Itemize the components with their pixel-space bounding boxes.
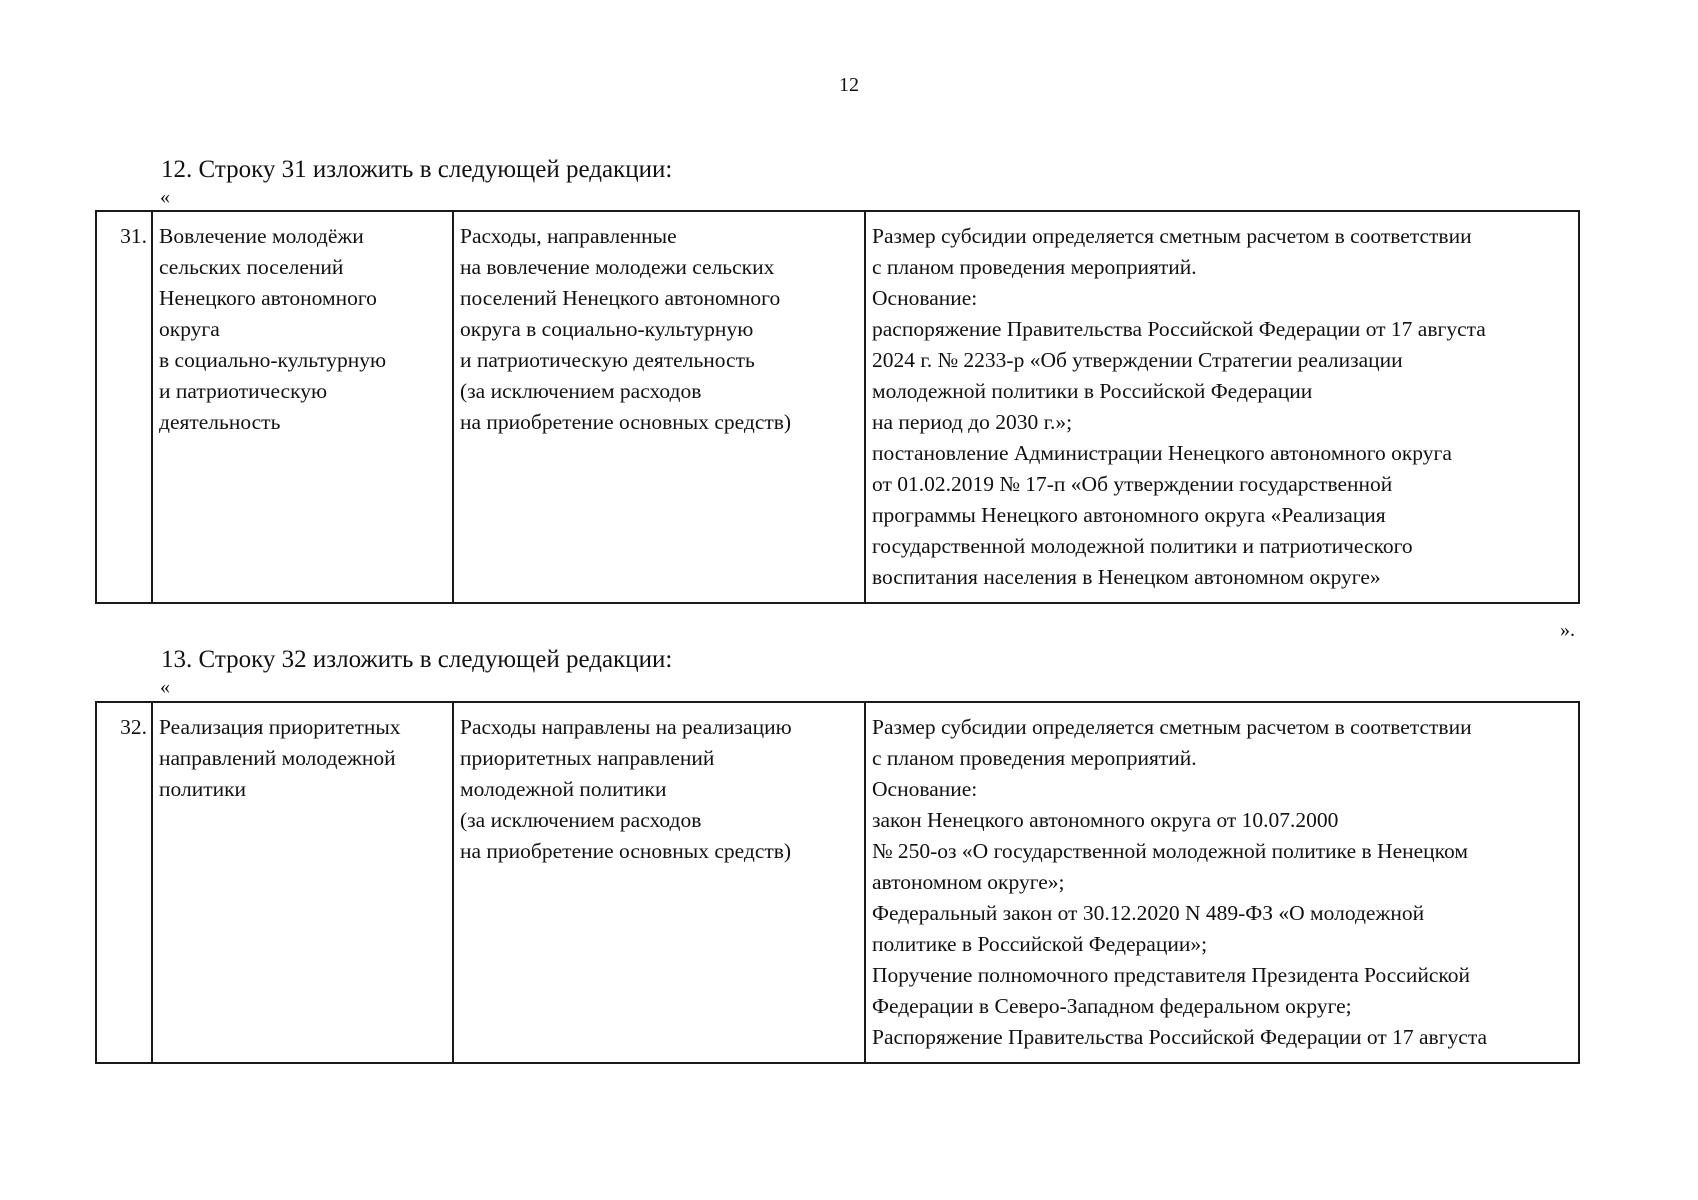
basis-line: Федерации в Северо-Западном федеральном округе; bbox=[872, 994, 1352, 1018]
basis-cell bbox=[865, 702, 1579, 1063]
basis-line: с планом проведения мероприятий. bbox=[872, 255, 1197, 279]
item-name-line: Реализация приоритетных bbox=[159, 715, 401, 739]
close-quote-12: ». bbox=[1560, 619, 1575, 641]
section-heading-12: 12. Строку 31 изложить в следующей редакции: bbox=[161, 156, 673, 183]
basis-line: Основание: bbox=[872, 286, 978, 310]
item-name-line: Ненецкого автономного bbox=[159, 286, 377, 310]
basis-line: Размер субсидии определяется сметным расчетом в соответствии bbox=[872, 224, 1472, 248]
item-name-line: деятельность bbox=[159, 410, 281, 434]
basis-line: программы Ненецкого автономного округа «Реализация bbox=[872, 503, 1386, 527]
row-number: 32. bbox=[96, 702, 152, 1063]
expenses-line: Расходы направлены на реализацию bbox=[460, 715, 792, 739]
expenses-line: на приобретение основных средств) bbox=[460, 410, 792, 434]
basis-line: Распоряжение Правительства Российской Федерации от 17 августа bbox=[872, 1025, 1488, 1049]
basis-line: от 01.02.2019 № 17-п «Об утверждении государственной bbox=[872, 472, 1393, 496]
expenses-line: Расходы, направленные bbox=[460, 224, 677, 248]
expenses-line: на приобретение основных средств) bbox=[460, 839, 792, 863]
basis-line: № 250-оз «О государственной молодежной политике в Ненецком bbox=[872, 839, 1468, 863]
section-heading-13: 13. Строку 32 изложить в следующей редакции: bbox=[161, 646, 673, 673]
table-row bbox=[96, 702, 1579, 1063]
expenses-line: приоритетных направлений bbox=[460, 746, 715, 770]
item-name-line: в социально-культурную bbox=[159, 348, 387, 372]
basis-line: молодежной политики в Российской Федерации bbox=[872, 379, 1313, 403]
open-quote-13: « bbox=[160, 676, 170, 698]
item-name-line: политики bbox=[159, 777, 247, 801]
basis-line: на период до 2030 г.»; bbox=[872, 410, 1073, 434]
expenses-line: молодежной политики bbox=[460, 777, 667, 801]
basis-line: Основание: bbox=[872, 777, 978, 801]
page-number: 12 bbox=[839, 74, 859, 96]
basis-line: воспитания населения в Ненецком автономном округе» bbox=[872, 565, 1381, 589]
item-name-line: направлений молодежной bbox=[159, 746, 396, 770]
item-name-line: округа bbox=[159, 317, 220, 341]
expenses-cell bbox=[453, 702, 865, 1063]
item-name-line: Вовлечение молодёжи bbox=[159, 224, 364, 248]
basis-line: Федеральный закон от 30.12.2020 N 489-ФЗ «О молодежной bbox=[872, 901, 1425, 925]
table-row bbox=[96, 211, 1579, 603]
item-name-cell bbox=[152, 702, 453, 1063]
item-name-line: сельских поселений bbox=[159, 255, 344, 279]
amendment-table-row-32 bbox=[95, 701, 1580, 1064]
basis-line: Размер субсидии определяется сметным расчетом в соответствии bbox=[872, 715, 1472, 739]
basis-cell bbox=[865, 211, 1579, 603]
expenses-line: (за исключением расходов bbox=[460, 808, 702, 832]
expenses-line: поселений Ненецкого автономного bbox=[460, 286, 781, 310]
basis-line: Поручение полномочного представителя Президента Российской bbox=[872, 963, 1470, 987]
basis-line: государственной молодежной политики и патриотического bbox=[872, 534, 1413, 558]
expenses-line: и патриотическую деятельность bbox=[460, 348, 755, 372]
item-name-line: и патриотическую bbox=[159, 379, 328, 403]
basis-line: с планом проведения мероприятий. bbox=[872, 746, 1197, 770]
basis-line: автономном округе»; bbox=[872, 870, 1065, 894]
expenses-line: на вовлечение молодежи сельских bbox=[460, 255, 775, 279]
basis-line: постановление Администрации Ненецкого автономного округа bbox=[872, 441, 1452, 465]
item-name-cell bbox=[152, 211, 453, 603]
expenses-cell bbox=[453, 211, 865, 603]
basis-line: политике в Российской Федерации»; bbox=[872, 932, 1208, 956]
basis-line: распоряжение Правительства Российской Федерации от 17 августа bbox=[872, 317, 1486, 341]
open-quote-12: « bbox=[160, 186, 170, 208]
basis-line: закон Ненецкого автономного округа от 10.07.2000 bbox=[872, 808, 1339, 832]
amendment-table-row-31 bbox=[95, 210, 1580, 604]
expenses-line: округа в социально-культурную bbox=[460, 317, 754, 341]
basis-line: 2024 г. № 2233-р «Об утверждении Стратегии реализации bbox=[872, 348, 1403, 372]
row-number: 31. bbox=[96, 211, 152, 603]
expenses-line: (за исключением расходов bbox=[460, 379, 702, 403]
